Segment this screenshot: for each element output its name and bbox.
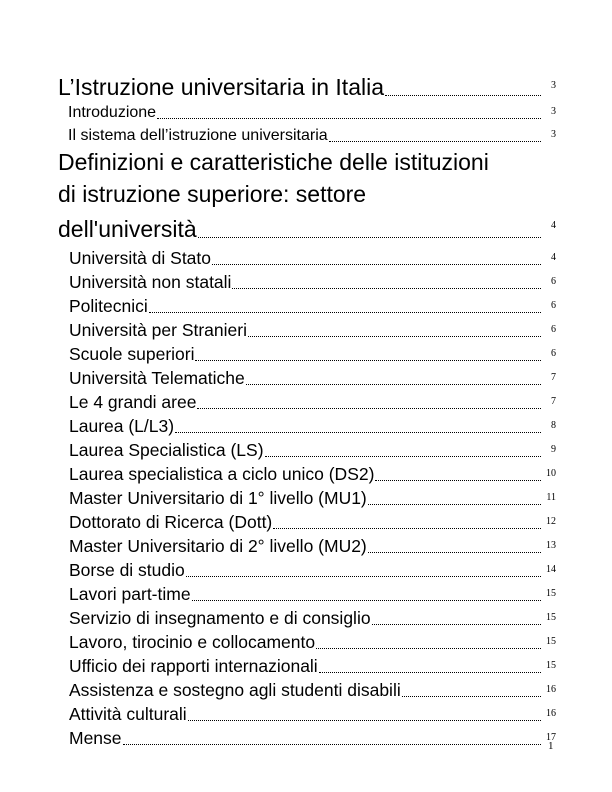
toc-entry-page: 10 bbox=[546, 467, 556, 479]
dot-leader bbox=[192, 600, 541, 601]
toc-entry-label: Introduzione bbox=[68, 104, 157, 121]
toc-entry-label: Master Universitario di 1° livello (MU1) bbox=[69, 487, 367, 508]
toc-entry[interactable] bbox=[58, 318, 556, 342]
toc-entry-page: 17 bbox=[546, 731, 556, 743]
toc-entry-label: Lavori part-time bbox=[69, 583, 191, 604]
page-number: 1 bbox=[548, 740, 554, 752]
toc-entry[interactable] bbox=[58, 270, 556, 294]
toc-entry-page: 3 bbox=[551, 80, 556, 91]
toc-entry[interactable] bbox=[58, 558, 556, 582]
toc-entry-label-line-1: Definizioni e caratteristiche delle istituzioni bbox=[58, 149, 489, 175]
dot-leader bbox=[319, 672, 541, 673]
toc-entry-istruzione-universitaria[interactable] bbox=[58, 72, 556, 101]
dot-leader bbox=[232, 288, 541, 289]
toc-entry-page: 16 bbox=[546, 683, 556, 695]
toc-entry-page: 15 bbox=[546, 611, 556, 623]
toc-entry-page: 7 bbox=[551, 371, 556, 383]
toc-subentries bbox=[58, 246, 556, 750]
toc-entry-label: Il sistema dell’istruzione universitaria bbox=[68, 127, 328, 144]
toc-entry-sistema[interactable] bbox=[58, 124, 556, 147]
toc-entry-page: 13 bbox=[546, 539, 556, 551]
toc-entry-label: Università non statali bbox=[69, 271, 232, 292]
dot-leader bbox=[329, 141, 541, 142]
dot-leader bbox=[246, 384, 541, 385]
toc-entry-label: Lavoro, tirocinio e collocamento bbox=[69, 631, 316, 652]
toc-entry[interactable] bbox=[58, 342, 556, 366]
toc-entry-page: 6 bbox=[551, 323, 556, 335]
dot-leader bbox=[123, 744, 541, 745]
dot-leader bbox=[385, 95, 541, 96]
toc-entry[interactable] bbox=[58, 630, 556, 654]
toc-entry[interactable] bbox=[58, 438, 556, 462]
toc-entry-label: Servizio di insegnamento e di consiglio bbox=[69, 607, 371, 628]
toc-entry[interactable] bbox=[58, 534, 556, 558]
table-of-contents bbox=[58, 72, 556, 750]
toc-entry-label: Le 4 grandi aree bbox=[69, 391, 197, 412]
toc-entry[interactable] bbox=[58, 390, 556, 414]
toc-entry-page: 6 bbox=[551, 275, 556, 287]
toc-entry[interactable] bbox=[58, 582, 556, 606]
toc-entry-label: Università Telematiche bbox=[69, 367, 245, 388]
toc-entry-label: Ufficio dei rapporti internazionali bbox=[69, 655, 318, 676]
toc-entry-label: Mense bbox=[69, 727, 122, 748]
dot-leader bbox=[265, 456, 541, 457]
toc-entry[interactable] bbox=[58, 246, 556, 270]
toc-entry-page: 3 bbox=[551, 106, 556, 117]
toc-entry-label: Dottorato di Ricerca (Dott) bbox=[69, 511, 273, 532]
toc-entry-label: Master Universitario di 2° livello (MU2) bbox=[69, 535, 367, 556]
toc-entry[interactable] bbox=[58, 606, 556, 630]
toc-entry-page: 4 bbox=[551, 220, 556, 231]
toc-entry[interactable] bbox=[58, 294, 556, 318]
toc-entry-label: Scuole superiori bbox=[69, 343, 195, 364]
toc-entry[interactable] bbox=[58, 366, 556, 390]
dot-leader bbox=[188, 720, 541, 721]
toc-entry-page: 14 bbox=[546, 563, 556, 575]
toc-entry-label: L’Istruzione universitaria in Italia bbox=[58, 74, 384, 100]
toc-entry-label: Laurea specialistica a ciclo unico (DS2) bbox=[69, 463, 375, 484]
toc-entry[interactable] bbox=[58, 414, 556, 438]
dot-leader bbox=[248, 336, 541, 337]
dot-leader bbox=[175, 432, 541, 433]
toc-entry[interactable] bbox=[58, 462, 556, 486]
dot-leader bbox=[149, 312, 541, 313]
dot-leader bbox=[273, 528, 541, 529]
toc-entry-label: Università per Stranieri bbox=[69, 319, 247, 340]
dot-leader bbox=[372, 624, 541, 625]
toc-entry-page: 12 bbox=[546, 515, 556, 527]
dot-leader bbox=[157, 118, 541, 119]
dot-leader bbox=[402, 696, 541, 697]
toc-entry-label: Borse di studio bbox=[69, 559, 185, 580]
dot-leader bbox=[316, 648, 541, 649]
dot-leader bbox=[186, 576, 541, 577]
toc-entry-introduzione[interactable] bbox=[58, 101, 556, 124]
toc-entry-page: 7 bbox=[551, 395, 556, 407]
dot-leader bbox=[368, 504, 541, 505]
toc-entry-page: 8 bbox=[551, 419, 556, 431]
toc-entry-label: Università di Stato bbox=[69, 247, 212, 268]
dot-leader bbox=[368, 552, 541, 553]
toc-entry-page: 16 bbox=[546, 707, 556, 719]
dot-leader bbox=[212, 264, 541, 265]
dot-leader bbox=[375, 480, 541, 481]
toc-entry[interactable] bbox=[58, 726, 556, 750]
toc-entry[interactable] bbox=[58, 654, 556, 678]
toc-entry[interactable] bbox=[58, 678, 556, 702]
toc-entry-page: 15 bbox=[546, 659, 556, 671]
toc-entry-page: 6 bbox=[551, 299, 556, 311]
toc-entry-page: 3 bbox=[551, 129, 556, 140]
toc-entry-page: 15 bbox=[546, 587, 556, 599]
toc-entry[interactable] bbox=[58, 486, 556, 510]
toc-entry-label: Attività culturali bbox=[69, 703, 187, 724]
toc-entry-definizioni[interactable] bbox=[58, 147, 556, 246]
dot-leader bbox=[198, 237, 541, 238]
toc-entry-page: 9 bbox=[551, 443, 556, 455]
toc-entry-label: Assistenza e sostegno agli studenti disabili bbox=[69, 679, 401, 700]
toc-entry[interactable] bbox=[58, 702, 556, 726]
dot-leader bbox=[197, 408, 541, 409]
toc-entry-page: 11 bbox=[546, 491, 556, 503]
toc-entry-label: Laurea (L/L3) bbox=[69, 415, 175, 436]
toc-entry-page: 15 bbox=[546, 635, 556, 647]
toc-entry[interactable] bbox=[58, 510, 556, 534]
toc-entry-label-line-3: dell'università bbox=[58, 216, 197, 242]
dot-leader bbox=[195, 360, 541, 361]
toc-entry-page: 4 bbox=[551, 251, 556, 263]
toc-entry-page: 6 bbox=[551, 347, 556, 359]
toc-entry-label: Laurea Specialistica (LS) bbox=[69, 439, 264, 460]
toc-entry-label-line-2: di istruzione superiore: settore bbox=[58, 180, 367, 207]
toc-entry-label: Politecnici bbox=[69, 295, 148, 316]
